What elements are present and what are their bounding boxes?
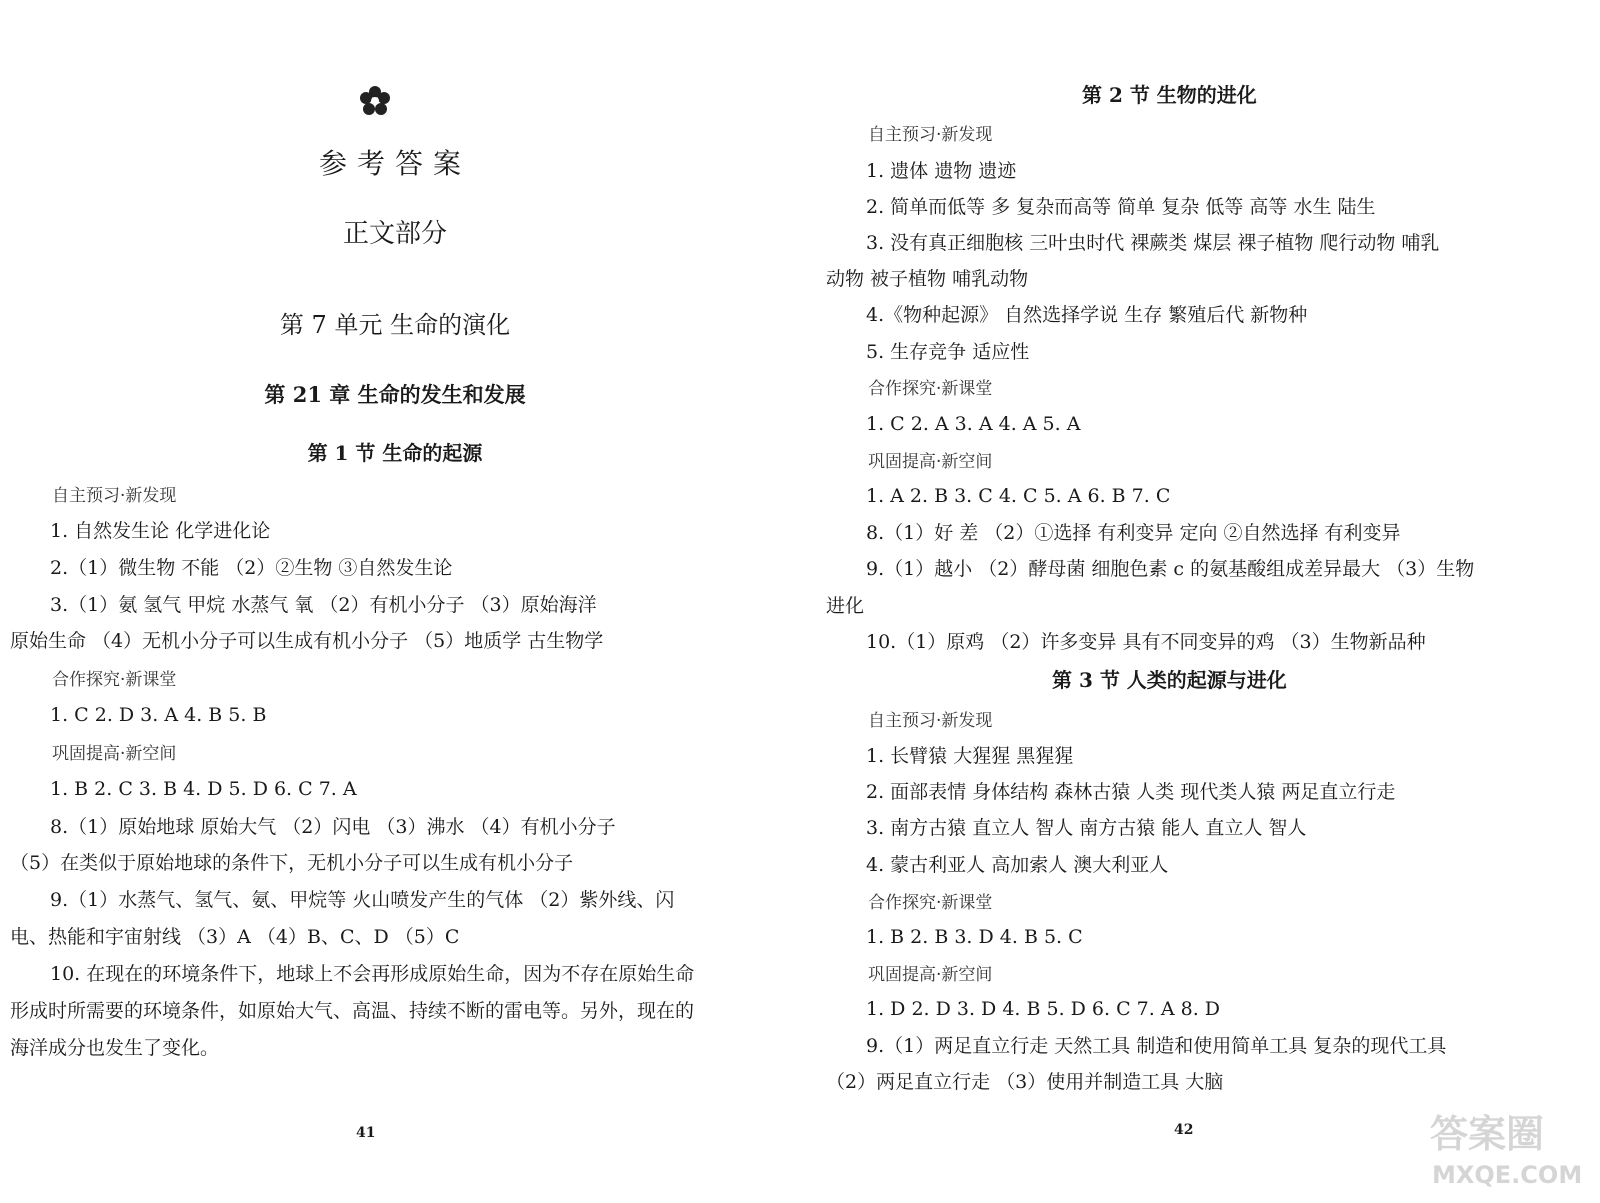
subheading-consolidate: 巩固提高·新空间 (52, 744, 177, 764)
answer-line: 2. 简单而低等 多 复杂而高等 简单 复杂 低等 高等 水生 陆生 (866, 196, 1376, 218)
answer-line: 1. D 2. D 3. D 4. B 5. D 6. C 7. A 8. D (866, 998, 1221, 1020)
subheading-preview: 自主预习·新发现 (868, 125, 993, 145)
answer-line: 9.（1）越小 （2）酵母菌 细胞色素 c 的氨基酸组成差异最大 （3）生物 (866, 558, 1475, 580)
answer-line: 形成时所需要的环境条件，如原始大气、高温、持续不断的雷电等。另外，现在的 (10, 1000, 695, 1022)
page-number: 41 (356, 1125, 376, 1141)
unit-title: 第 7 单元 生命的演化 (279, 311, 511, 339)
answer-line: 进化 (826, 595, 865, 617)
answer-line: 4. 蒙古利亚人 高加索人 澳大利亚人 (866, 854, 1169, 876)
section2-title: 第 2 节 生物的进化 (1082, 83, 1257, 107)
answer-line: 1. C 2. A 3. A 4. A 5. A (866, 413, 1081, 435)
right-page (820, 0, 1600, 1203)
answer-line: 3. 南方古猿 直立人 智人 南方古猿 能人 直立人 智人 (866, 817, 1307, 839)
answer-line: （5）在类似于原始地球的条件下，无机小分子可以生成有机小分子 (10, 852, 574, 874)
chapter-title: 第 21 章 生命的发生和发展 (264, 382, 526, 407)
answer-line: 1. A 2. B 3. C 4. C 5. A 6. B 7. C (866, 485, 1171, 507)
page-number: 42 (1174, 1122, 1194, 1138)
subheading-cooperate: 合作探究·新课堂 (868, 893, 993, 913)
left-page (0, 0, 790, 1203)
answer-line: 3.（1）氨 氢气 甲烷 水蒸气 氧 （2）有机小分子 （3）原始海洋 (50, 594, 597, 616)
answer-line: 4.《物种起源》 自然选择学说 生存 繁殖后代 新物种 (866, 304, 1308, 326)
answer-line: 动物 被子植物 哺乳动物 (826, 268, 1029, 290)
answer-line: 10.（1）原鸡 （2）许多变异 具有不同变异的鸡 （3）生物新品种 (866, 631, 1426, 653)
answer-line: 2.（1）微生物 不能 （2）②生物 ③自然发生论 (50, 557, 453, 579)
answer-line: 1. 自然发生论 化学进化论 (50, 520, 271, 542)
flower-ornament-icon (358, 84, 392, 118)
answer-line: 1. B 2. C 3. B 4. D 5. D 6. C 7. A (50, 778, 357, 800)
subheading-cooperate: 合作探究·新课堂 (52, 670, 177, 690)
section-title: 正文部分 (342, 219, 447, 249)
subheading-preview: 自主预习·新发现 (52, 486, 177, 506)
answer-line: （2）两足直立行走 （3）使用并制造工具 大脑 (826, 1071, 1224, 1093)
subheading-cooperate: 合作探究·新课堂 (868, 379, 993, 399)
subheading-consolidate: 巩固提高·新空间 (868, 452, 993, 472)
watermark-logo-text: 答案圈 (1430, 1112, 1545, 1156)
answer-line: 电、热能和宇宙射线 （3）A （4）B、C、D （5）C (10, 926, 460, 948)
answer-line: 原始生命 （4）无机小分子可以生成有机小分子 （5）地质学 古生物学 (10, 630, 604, 652)
answer-line: 3. 没有真正细胞核 三叶虫时代 裸蕨类 煤层 裸子植物 爬行动物 哺乳 (866, 232, 1440, 254)
answer-line: 1. 长臂猿 大猩猩 黑猩猩 (866, 745, 1074, 767)
section3-title: 第 3 节 人类的起源与进化 (1052, 668, 1287, 692)
answer-line: 1. B 2. B 3. D 4. B 5. C (866, 926, 1083, 948)
subheading-consolidate: 巩固提高·新空间 (868, 965, 993, 985)
subheading-preview: 自主预习·新发现 (868, 711, 993, 731)
answer-line: 10. 在现在的环境条件下，地球上不会再形成原始生命，因为不存在原始生命 (50, 963, 695, 985)
answer-line: 海洋成分也发生了变化。 (10, 1037, 220, 1059)
answer-line: 2. 面部表情 身体结构 森林古猿 人类 现代类人猿 两足直立行走 (866, 781, 1396, 803)
answer-line: 8.（1）原始地球 原始大气 （2）闪电 （3）沸水 （4）有机小分子 (50, 816, 616, 838)
answer-line: 9.（1）两足直立行走 天然工具 制造和使用简单工具 复杂的现代工具 (866, 1035, 1447, 1057)
answer-line: 8.（1）好 差 （2）①选择 有利变异 定向 ②自然选择 有利变异 (866, 522, 1401, 544)
answer-line: 9.（1）水蒸气、氢气、氨、甲烷等 火山喷发产生的气体 （2）紫外线、闪 (50, 889, 675, 911)
answer-line: 5. 生存竞争 适应性 (866, 341, 1030, 363)
main-title: 参考答案 (318, 147, 471, 180)
answer-line: 1. 遗体 遗物 遗迹 (866, 160, 1017, 182)
watermark-url: MXQE.COM (1432, 1161, 1583, 1189)
watermark-logo (1426, 1101, 1586, 1191)
section1-title: 第 1 节 生命的起源 (307, 441, 483, 465)
answer-line: 1. C 2. D 3. A 4. B 5. B (50, 704, 267, 726)
